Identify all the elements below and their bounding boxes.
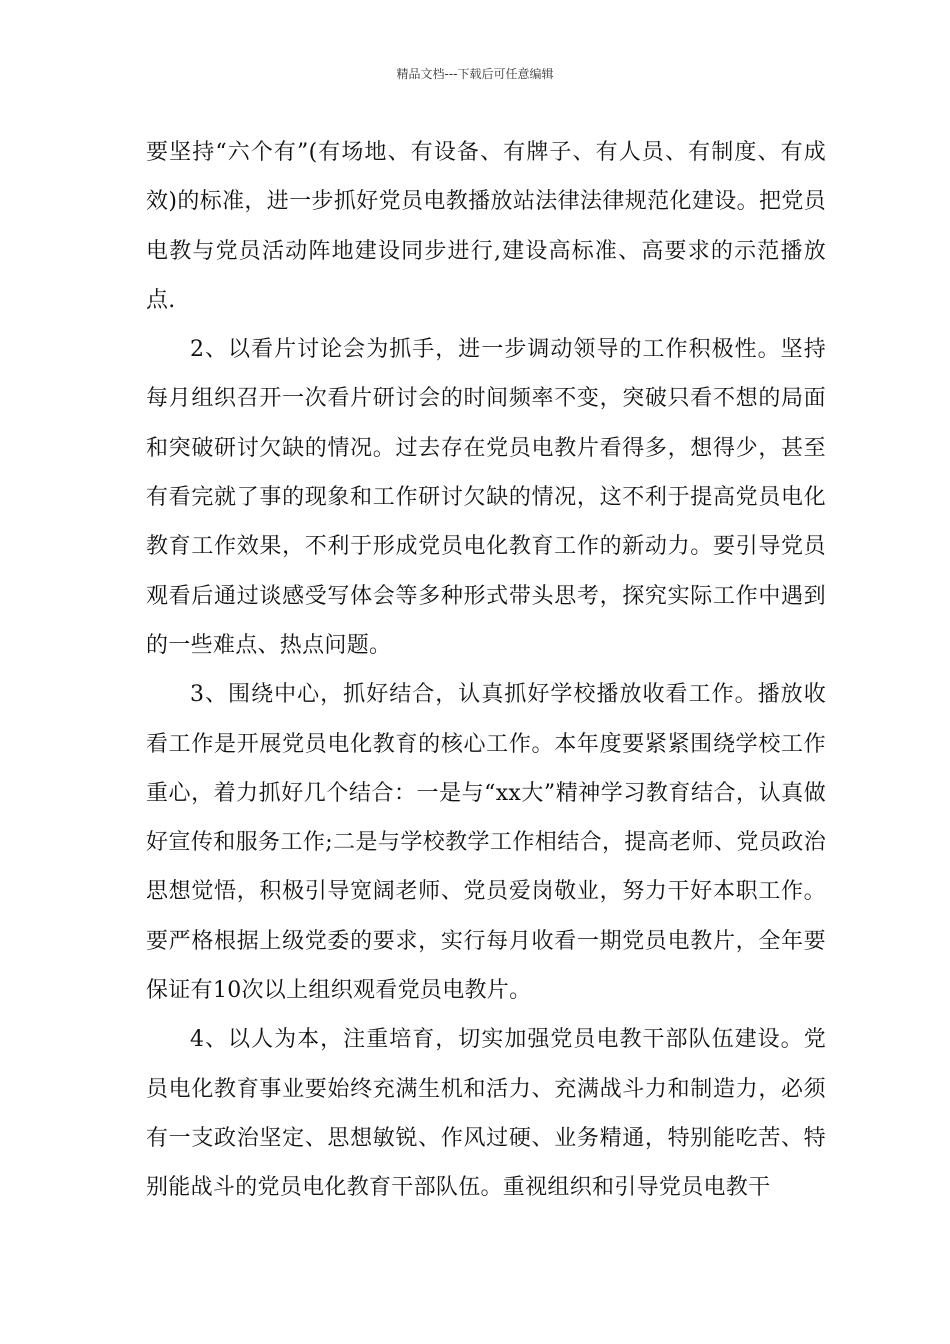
paragraph-item-3: 3、围绕中心，抓好结合，认真抓好学校播放收看工作。播放收看工作是开展党员电化教育的核心工作。本年度要紧紧围绕学校工作重心，着力抓好几个结合：一是与“xx大”精神学习教育结合，认真做好宣传和服务工作;二是与学校教学工作相结合，提高老师、党员政治思想觉悟，积极引导宽阔老师、党员爱岗敬业，努力干好本职工作。要严格根据上级党委的要求，实行每月收看一期党员电教片，全年要保证有10次以上组织观看党员电教片。 [146, 682, 826, 1004]
document-body [146, 128, 826, 1213]
page-header: 精品文档---下载后可任意编辑 [396, 67, 554, 81]
paragraph-continuation: 要坚持“六个有”(有场地、有设备、有牌子、有人员、有制度、有成效)的标准，进一步抓好党员电教播放站法律法律规范化建设。把党员电教与党员活动阵地建设同步进行,建设高标准、高要求的示范播放点. [146, 140, 826, 313]
paragraph-item-2: 2、以看片讨论会为抓手，进一步调动领导的工作积极性。坚持每月组织召开一次看片研讨会的时间频率不变，突破只看不想的局面和突破研讨欠缺的情况。过去存在党员电教片看得多，想得少，甚至有看完就了事的现象和工作研讨欠缺的情况，这不利于提高党员电化教育工作效果，不利于形成党员电化教育工作的新动力。要引导党员观看后通过谈感受写体会等多种形式带头思考，探究实际工作中遇到的一些难点、热点问题。 [146, 337, 826, 658]
paragraph-item-4: 4、以人为本，注重培育，切实加强党员电教干部队伍建设。党员电化教育事业要始终充满生机和活力、充满战斗力和制造力，必须有一支政治坚定、思想敏锐、作风过硬、业务精通，特别能吃苦、特别能战斗的党员电化教育干部队伍。重视组织和引导党员电教干 [146, 1027, 826, 1201]
